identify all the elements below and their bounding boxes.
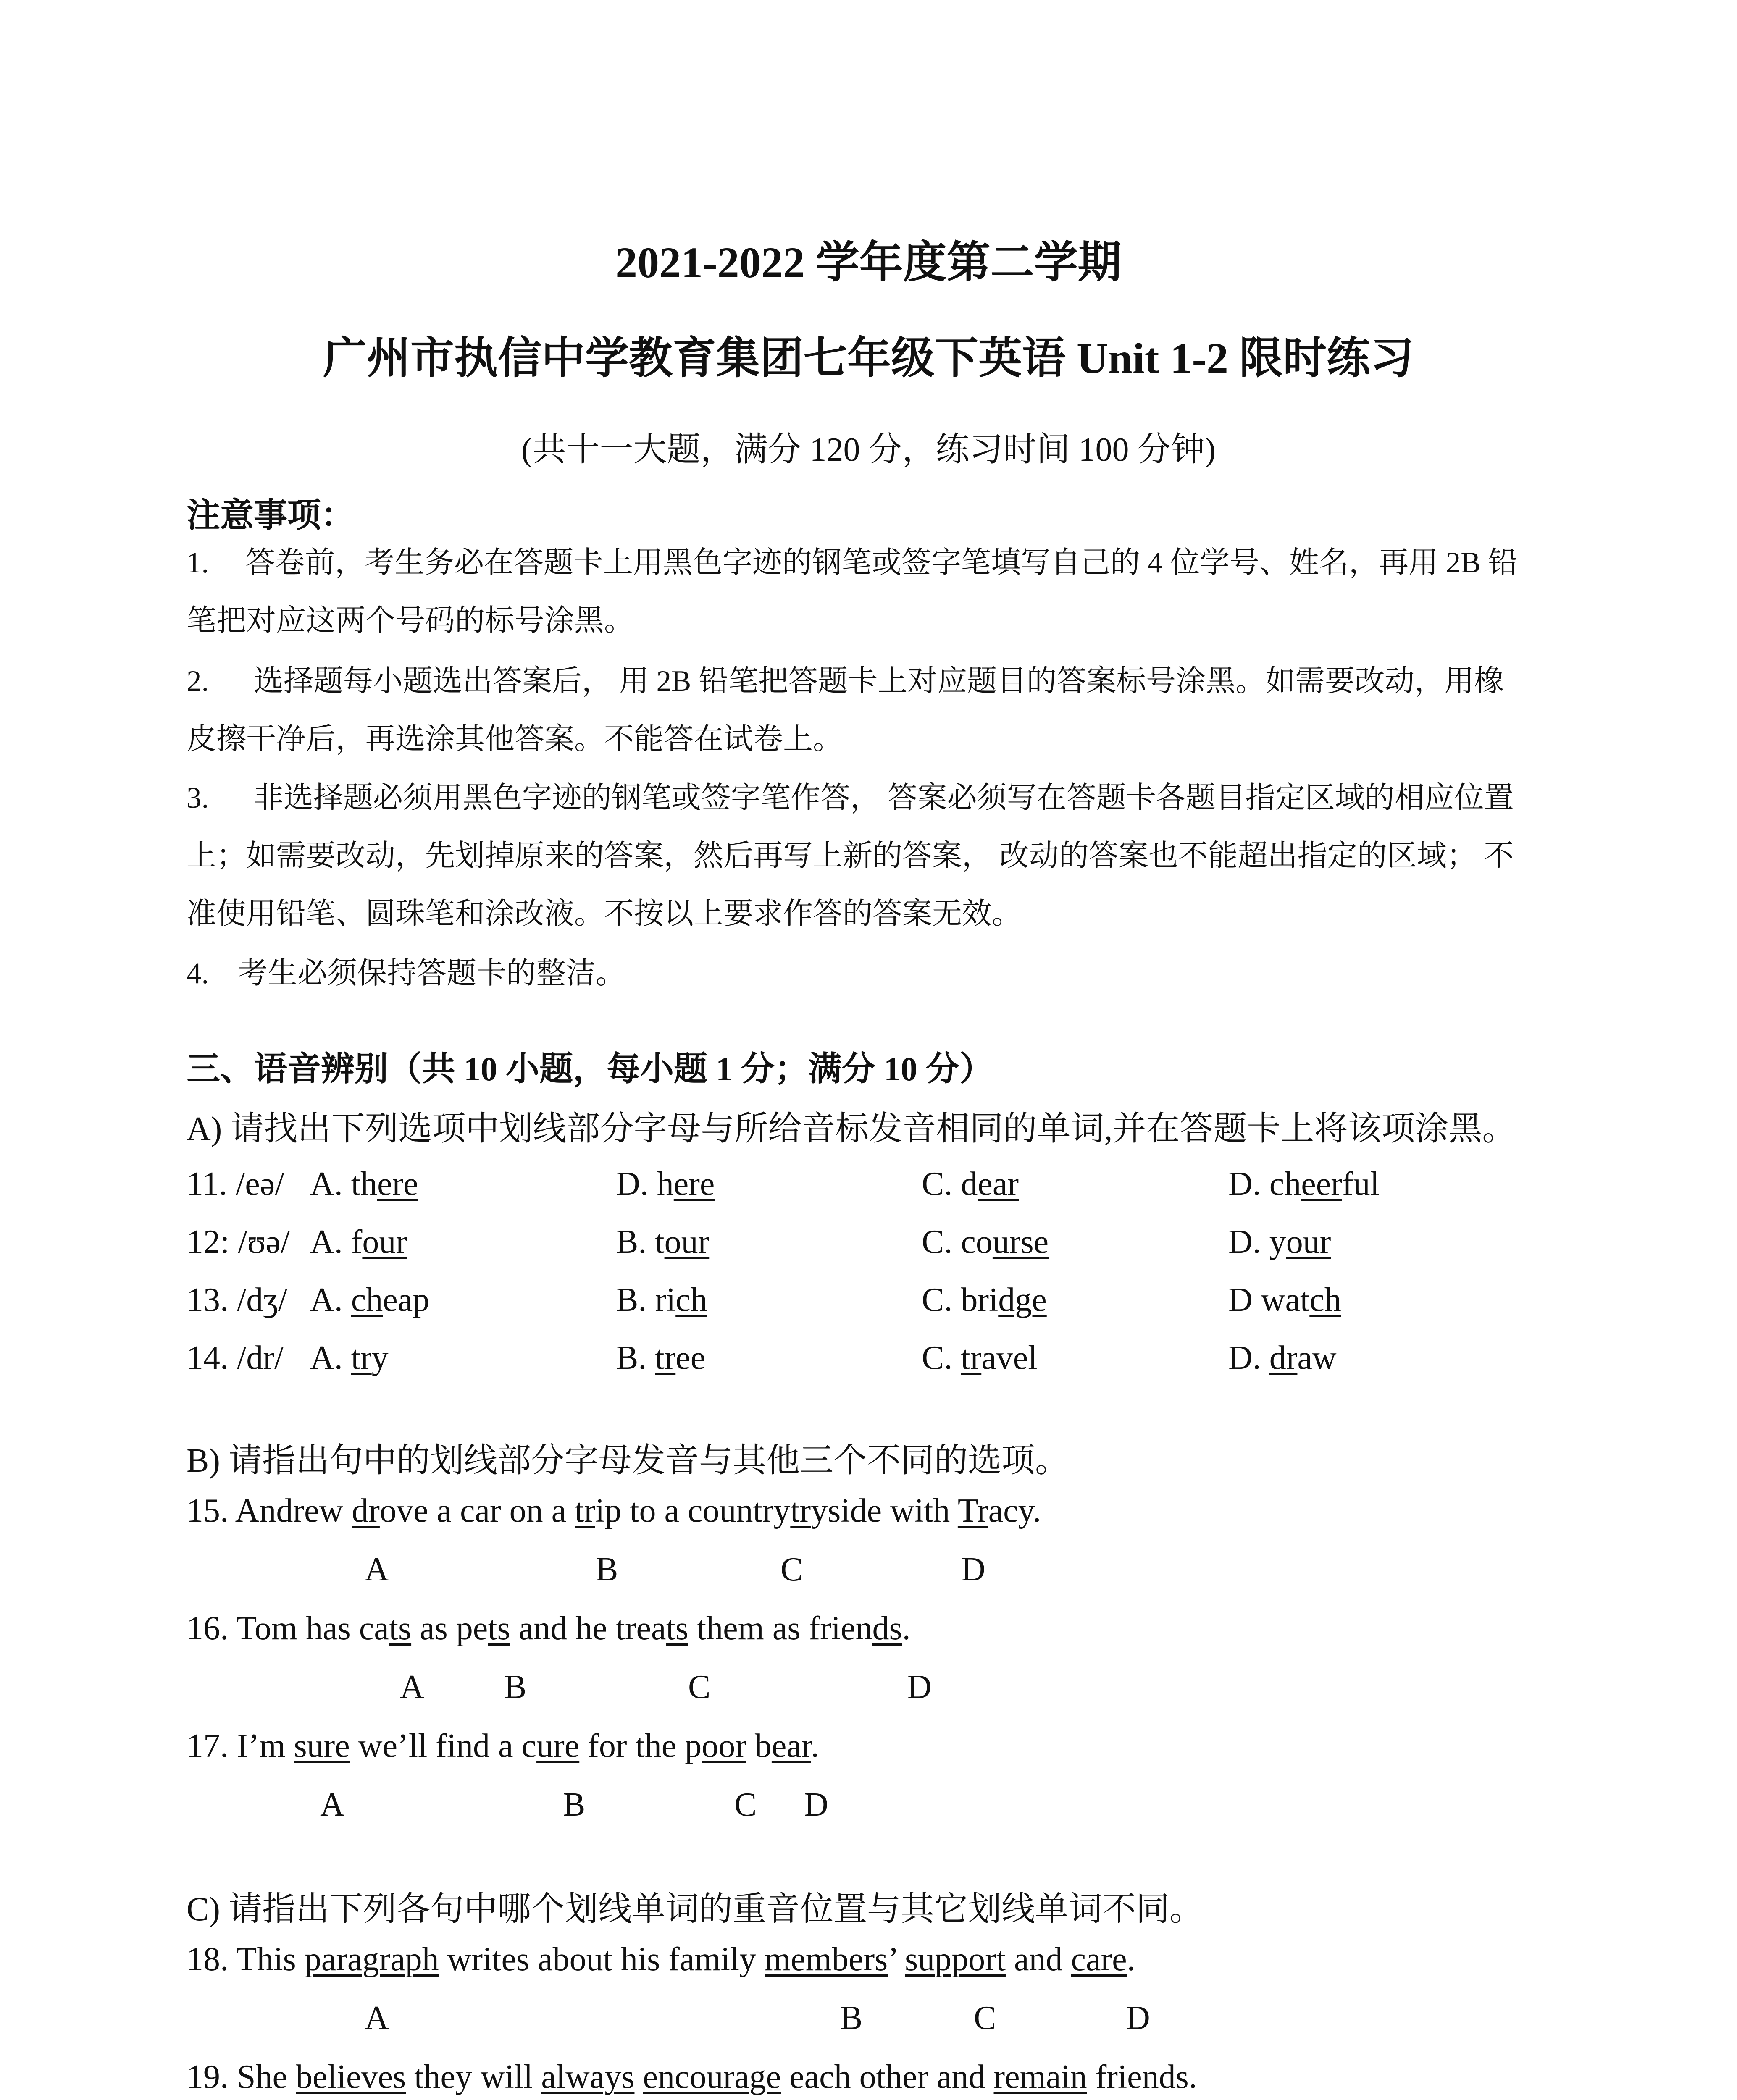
question-18: 18. This paragraph writes about his family members’ support and care. <box>187 1941 1135 1978</box>
question-label: 11. /eə/ <box>187 1166 284 1202</box>
option-marker-c: C <box>734 1786 757 1823</box>
option-marker-d: D <box>961 1551 985 1588</box>
notice-number: 3. <box>187 782 209 814</box>
option-d: D. draw <box>1228 1339 1337 1376</box>
option-b: D. here <box>616 1166 715 1202</box>
question-label: 12: /ʊə/ <box>187 1223 290 1260</box>
option-b: B. tour <box>616 1223 710 1260</box>
option-a: A. try <box>310 1339 389 1376</box>
option-marker-d: D <box>907 1669 932 1706</box>
option-marker-c: C <box>974 2000 996 2037</box>
option-c: C. course <box>922 1223 1049 1260</box>
option-marker-b: B <box>596 1551 618 1588</box>
option-marker-b: B <box>504 1669 527 1706</box>
option-a: A. four <box>310 1223 407 1260</box>
option-marker-c: C <box>780 1551 803 1588</box>
notice-number: 4. <box>187 957 209 990</box>
option-marker-a: A <box>320 1786 344 1823</box>
notice-text: 上；如需要改动，先划掉原来的答案，然后再写上新的答案， 改动的答案也不能超出指定的区域； 不 <box>187 840 1514 872</box>
notice-number: 2. <box>187 665 209 698</box>
part-c-instruction: C) 请指出下列各句中哪个划线单词的重音位置与其它划线单词不同。 <box>187 1891 1203 1928</box>
option-c: C. dear <box>922 1166 1019 1202</box>
title-exam: 广州市执信中学教育集团七年级下英语 Unit 1-2 限时练习 <box>323 334 1414 383</box>
question-19: 19. She believes they will always encourage each other and remain friends. <box>187 2058 1197 2095</box>
section-3-heading: 三、语音辨别（共 10 小题，每小题 1 分；满分 10 分） <box>187 1051 993 1088</box>
option-a: A. cheap <box>310 1281 430 1318</box>
option-a: A. there <box>310 1166 418 1202</box>
notice-text: 笔把对应这两个号码的标号涂黑。 <box>187 604 634 637</box>
subtitle: (共十一大题，满分 120 分，练习时间 100 分钟) <box>521 431 1216 468</box>
question-15: 15. Andrew drove a car on a trip to a countrytryside with Tracy. <box>187 1492 1041 1529</box>
option-marker-d: D <box>804 1786 828 1823</box>
question-label: 14. /dr/ <box>187 1339 284 1376</box>
option-marker-b: B <box>840 2000 863 2037</box>
notice-heading: 注意事项： <box>187 497 355 534</box>
option-marker-a: A <box>400 1669 424 1706</box>
notice-text: 选择题每小题选出答案后， 用 2B 铅笔把答题卡上对应题目的答案标号涂黑。如需要改动，用橡 <box>254 665 1504 698</box>
option-c: C. travel <box>922 1339 1038 1376</box>
option-d: D. cheerful <box>1228 1166 1380 1202</box>
option-d: D. your <box>1228 1223 1331 1260</box>
notice-number: 1. <box>187 546 209 579</box>
option-marker-c: C <box>688 1669 711 1706</box>
option-marker-b: B <box>563 1786 586 1823</box>
title-year: 2021-2022 学年度第二学期 <box>615 239 1122 287</box>
option-b: B. tree <box>616 1339 706 1376</box>
notice-text: 皮擦干净后，再选涂其他答案。不能答在试卷上。 <box>187 723 843 756</box>
part-b-instruction: B) 请指出句中的划线部分字母发音与其他三个不同的选项。 <box>187 1442 1069 1479</box>
notice-text: 考生必须保持答题卡的整洁。 <box>238 957 626 990</box>
notice-text: 准使用铅笔、圆珠笔和涂改液。不按以上要求作答的答案无效。 <box>187 898 1022 930</box>
option-c: C. bridge <box>922 1281 1047 1318</box>
option-d: D watch <box>1228 1281 1341 1318</box>
notice-text: 答卷前，考生务必在答题卡上用黑色字迹的钢笔或签字笔填写自己的 4 位学号、姓名，再用 2B 铅 <box>245 546 1518 579</box>
notice-text: 非选择题必须用黑色字迹的钢笔或签字笔作答， 答案必须写在答题卡各题目指定区域的相应位置 <box>254 782 1514 814</box>
question-label: 13. /dʒ/ <box>187 1281 287 1318</box>
option-marker-d: D <box>1126 2000 1150 2037</box>
option-b: B. rich <box>616 1281 707 1318</box>
part-a-instruction: A) 请找出下列选项中划线部分字母与所给音标发音相同的单词,并在答题卡上将该项涂黑。 <box>187 1110 1516 1147</box>
option-marker-a: A <box>365 1551 389 1588</box>
option-marker-a: A <box>365 2000 389 2037</box>
question-17: 17. I’m sure we’ll find a cure for the poor bear. <box>187 1727 820 1764</box>
question-16: 16. Tom has cats as pets and he treats them as friends. <box>187 1610 911 1647</box>
